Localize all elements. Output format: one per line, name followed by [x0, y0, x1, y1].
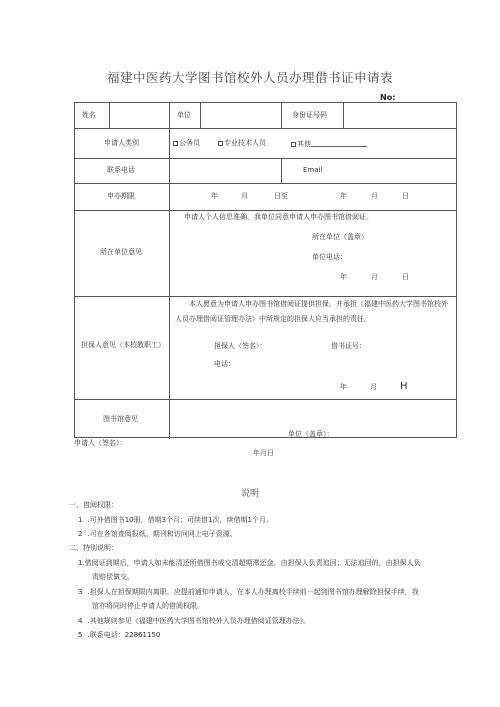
- unit-opinion-label: 所在单位意见: [100, 248, 142, 256]
- special-note-3: 3 .担保人在担保期限内离职，应提前通知申请人，在本人办理离校手续前一起到图书馆办理解除担保手续，我: [78, 588, 419, 596]
- cell-divider: [200, 103, 201, 128]
- serial-number-label: No:: [380, 93, 396, 102]
- row-divider: [75, 158, 456, 159]
- unit-date-day: 日: [402, 273, 409, 281]
- category-option-professional[interactable]: 专业技术人员: [218, 140, 266, 147]
- guarantor-date-day: H: [400, 381, 408, 392]
- checkbox[interactable]: [173, 141, 178, 146]
- permission-item-1: 1 .可外借图书10册，借期3个月；可续借1次，续借期1个月。: [78, 516, 273, 524]
- period-label: 申办期限: [107, 192, 135, 200]
- cell-divider: [281, 158, 282, 183]
- email-label: Email: [303, 166, 323, 174]
- guarantor-date-year: 年: [340, 383, 347, 391]
- period-month: 月: [241, 192, 248, 200]
- special-note-3-continued: 馆亦将同时停止申请人的借阅权限。: [92, 602, 204, 610]
- explanation-title: 说明: [240, 489, 259, 499]
- id-number-label: 身份证号码: [292, 111, 327, 119]
- guarantor-date-month: 月: [370, 383, 377, 391]
- cell-divider: [169, 103, 170, 128]
- unit-date-month: 月: [371, 273, 378, 281]
- applicant-signature-label: 申请人（签名）：: [74, 439, 127, 447]
- special-note-4: 4 .其他规则参见《福建中医药大学图书馆校外人员办理借阅证管理办法》。: [78, 617, 311, 625]
- unit-stamp-label: 所在单位（盖章）: [312, 233, 368, 241]
- guarantor-signature-label: 担保人（签名）：: [214, 342, 267, 350]
- library-stamp-label: 单位（盖章）：: [288, 430, 334, 438]
- cell-divider: [109, 103, 110, 128]
- other-blank-line: [311, 140, 367, 147]
- application-form-table: [74, 102, 457, 438]
- checkbox[interactable]: [291, 142, 296, 147]
- unit-label: 单位: [177, 111, 191, 119]
- special-note-5: 5 .联系电话：22861150: [78, 631, 161, 639]
- row-divider: [75, 183, 456, 184]
- row-divider: [75, 128, 456, 129]
- phone-label: 联系电话: [107, 166, 135, 174]
- cell-divider: [281, 103, 282, 128]
- category-option-other[interactable]: 其他: [291, 140, 367, 148]
- unit-opinion-text: 申请人个人信息准确，我单位同意申请人申办图书馆借阅证。: [184, 213, 373, 221]
- period-day-to: 日至: [274, 192, 288, 200]
- row-divider: [75, 399, 456, 400]
- special-note-1-continued: 责赔偿做交。: [92, 573, 134, 581]
- library-opinion-label: 图书馆意见: [103, 415, 138, 423]
- special-note-1: 1.借阅证到期后，申请人如未能清还所借图书或交清超期滞还金，由担保人负责追回；无法追回的，由担保人负: [78, 559, 421, 567]
- label-column-divider: [169, 128, 170, 439]
- category-label: 申请人类别: [104, 139, 139, 147]
- guarantor-opinion-label: 担保人意见（本校教职工）: [81, 341, 165, 349]
- checkbox[interactable]: [218, 141, 223, 146]
- period-year: 年: [211, 192, 218, 200]
- category-option-civil-servant[interactable]: 公务员: [173, 140, 200, 147]
- form-title: 福建中医药大学图书馆校外人员办理借书证申请表: [106, 70, 393, 85]
- special-notes-heading: 二、特别说明：: [69, 544, 118, 552]
- guarantor-card-number-label: 借书证号：: [331, 342, 366, 350]
- row-divider: [75, 210, 456, 211]
- name-label: 姓名: [82, 111, 96, 119]
- guarantor-statement: 本人愿意为申请人申办图书馆借阅证提供担保，并承担《福建中医药大学图书馆校外人员办理借阅证管理办法》中所规定的担保人应当承担的责任。: [175, 300, 448, 323]
- period-day: 日: [402, 192, 409, 200]
- period-month: 月: [371, 192, 378, 200]
- cell-divider: [343, 103, 344, 128]
- unit-date-year: 年: [340, 273, 347, 281]
- guarantor-phone-label: 电话：: [214, 360, 235, 368]
- unit-phone-label: 单位电话：: [312, 253, 347, 261]
- period-year: 年: [340, 192, 347, 200]
- permission-section-heading: 一、借阅权限：: [69, 501, 118, 509]
- applicant-date-label: 年月日: [253, 449, 274, 457]
- permission-item-2: 2 .可在各馆查阅报纸、期刊和访问网上电子资源。: [78, 530, 237, 538]
